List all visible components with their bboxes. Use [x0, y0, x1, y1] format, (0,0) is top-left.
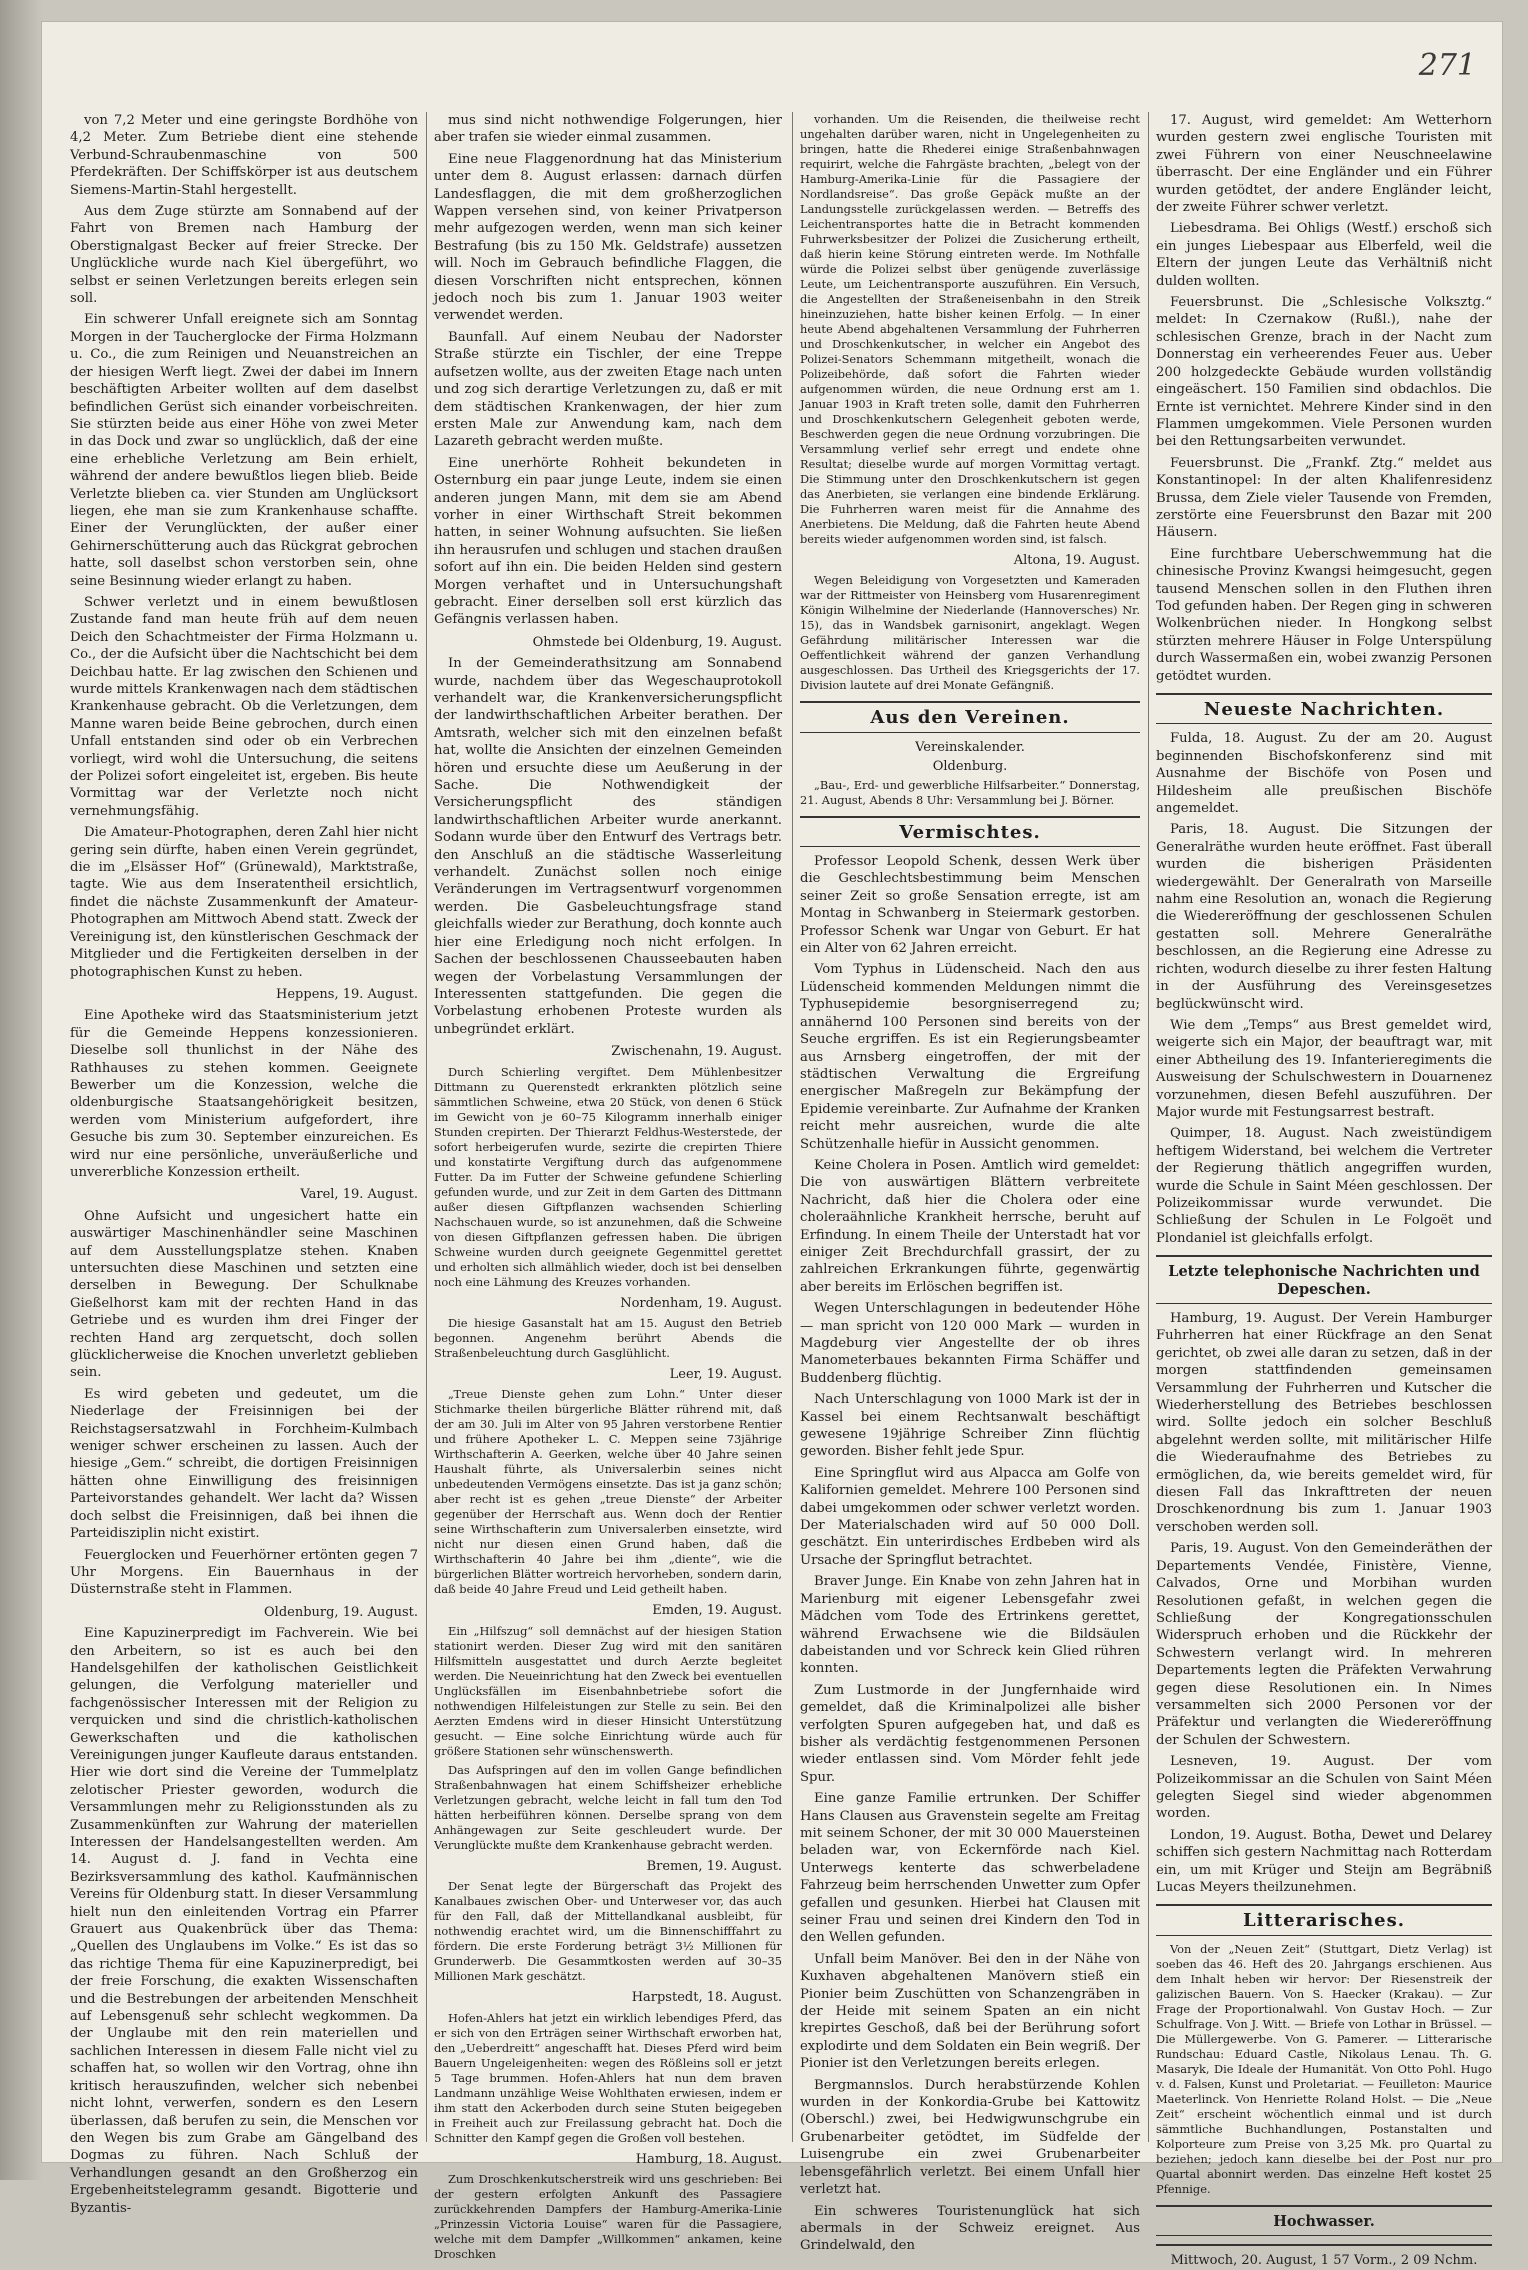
article-paragraph: „Treue Dienste gehen zum Lohn.“ Unter dieser Stichmarke theilen bürgerliche Blätter rührend mit, daß der am 30. Juli im Alter von 95 Jahren verstorbene Rentier und frühere Apotheker L. C. Meppen seine 73jährige Wirthschafterin A. Geerken, welche über 40 Jahre seinen Haushalt führte, als Universalerbin seines nicht unbedeutenden Vermögens einsetzte. Das ist ja ganz schön; aber recht ist es gehen „treue Dienste“ der Arbeiter gegenüber der Herrschaft aus. Wenn doch der Rentier seine Wirthschafterin zum Universalerben einsetzte, wird nicht nur diesen einen Grund haben, daß die Wirthschafterin 40 Jahre bei ihm „diente“, wie die bürgerlichen Blätter wortreich hervorheben, sondern darin, daß beide 40 Jahre Freud und Leid getheilt haben. [434, 1387, 782, 1597]
newspaper-page [42, 22, 1502, 2269]
article-paragraph: Feuerglocken und Feuerhörner ertönten gegen 7 Uhr Morgens. Ein Bauernhaus in der Düsternstraße steht in Flammen. [70, 1547, 418, 1598]
article-paragraph: Zum Droschkenkutscherstreik wird uns geschrieben: Bei der gestern erfolgten Ankunft des Passagiere zurückkehrenden Dampfers der Hamburg-Amerika-Linie „Prinzessin Victoria Louise“ waren für die Passagiere, welche mit dem Dampfer „Willkommen“ ankamen, keine Droschken [434, 2171, 782, 2261]
dateline: Varel, 19. August. [300, 1187, 418, 1203]
article-paragraph: Zum Lustmorde in der Jungfernhaide wird gemeldet, daß die Kriminalpolizei alle bisher verfolgten Spuren aufgegeben hat, und daß es bisher als verdächtig festgenommenen Personen wieder entlassen sind. Vom Mörder fehlt jede Spur. [800, 1682, 1140, 1785]
article-paragraph: Eine Springflut wird aus Alpacca am Golfe von Kalifornien gemeldet. Mehrere 100 Personen sind dabei umgekommen oder schwer verletzt worden. Der Materialschaden wird auf 50 000 Doll. geschätzt. Ein unterirdisches Erdbeben wird als Ursache der Springflut betrachtet. [800, 1465, 1140, 1568]
article-paragraph: Aus dem Zuge stürzte am Sonnabend auf der Fahrt von Bremen nach Hamburg der Oberstignalgast Becker auf freier Strecke. Der Unglückliche wurde nach Kiel übergeführt, wo selbst er seinen Verletzungen bereits erlegen sein soll. [70, 204, 418, 307]
column-1 [70, 112, 418, 2221]
article-paragraph: Braver Junge. Ein Knabe von zehn Jahren hat in Marienburg mit eigener Lebensgefahr zwei Mädchen vom Tode des Ertrinkens gerettet, während Erwachsene wie die Bildsäulen dabeistanden und vor Schreck kein Glied rühren konnten. [800, 1574, 1140, 1677]
article-paragraph: Ohne Aufsicht und ungesichert hatte ein auswärtiger Maschinenhändler seine Maschinen auf dem Ausstellungsplatze stehen. Knaben untersuchten diese Maschinen und setzten eine derselben in Bewegung. Der Schulknabe Gießelhorst kam mit der rechten Hand in das Getriebe und es wurden ihm drei Finger der rechten Hand arg zerquetscht, doch sollen glücklicherweise die Knochen unverletzt geblieben sein. [70, 1208, 418, 1381]
section-heading: Aus den Vereinen. [800, 701, 1140, 732]
dateline: Altona, 19. August. [1013, 553, 1140, 568]
article-paragraph: Eine Apotheke wird das Staatsministerium jetzt für die Gemeinde Heppens konzessionieren. Dieselbe soll thunlichst in der Nähe des Rathhauses zu stehen kommen. Geeignete Bewerber um die Konzession, welche die oldenburgische Staatsangehörigkeit besitzen, werden vom Ministerium aufgefordert, ihre Gesuche bis zum 30. September einzureichen. Es wird nur eine persönliche, unveräußerliche und unvererbliche Konzession ertheilt. [70, 1008, 418, 1180]
article-paragraph: Bergmannslos. Durch herabstürzende Kohlen wurden in der Konkordia-Grube bei Kattowitz (Oberschl.) zwei, bei Hedwigwunschgrube ein Grubenarbeiter getödtet, im Südfelde der Luisengrube ein zwei Grubenarbeiter lebensgefährlich verletzt. Bei einem Unfall hier verletzt hat. [800, 2077, 1140, 2198]
sub-heading: Oldenburg. [932, 759, 1008, 775]
article-paragraph: Schwer verletzt und in einem bewußtlosen Zustande fand man heute früh auf dem neuen Deich den Schachtmeister der Firma Holzmann u. Co., der die Aufsicht über die Nachtschicht bei dem Deichbau hatte. Er lag zwischen den Schienen und wurde mittels Krankenwagen nach dem städtischen Krankenhause gebracht. Ob die Verletzungen, dem Manne waren beide Beine gebrochen, durch einen Unfall entstanden sind oder ob ein Verbrechen vorliegt, wird wohl die Untersuchung, die seitens der Polizei sofort eingeleitet ist, ergeben. Bis heute Vormittag war der Verletzte noch nicht vernehmungsfähig. [70, 594, 418, 819]
column-2 [434, 112, 782, 2266]
section-heading: Hochwasser. [1156, 2205, 1492, 2236]
article-paragraph: Nach Unterschlagung von 1000 Mark ist der in Kassel bei einem Rechtsanwalt beschäftigt gewesene 19jährige Schreiber Zinn flüchtig geworden. Bisher fehlt jede Spur. [800, 1392, 1140, 1460]
article-paragraph: Quimper, 18. August. Nach zweistündigem heftigem Widerstand, bei welchem die Vertreter der Regierung thätlich angegriffen wurden, wurde die Schule in Saint Méen geschlossen. Der Polizeikommissar wurde verwundet. Die Schließung der Schulen in Le Folgoët und Plondaniel ist gleichfalls erfolgt. [1156, 1126, 1492, 1246]
article-paragraph: Ein schweres Touristenunglück hat sich abermals in der Schweiz ereignet. Aus Grindelwald, den [800, 2203, 1140, 2254]
sub-heading: Vereinskalender. [915, 739, 1025, 755]
article-paragraph: Professor Leopold Schenk, dessen Werk über die Geschlechtsbestimmung beim Menschen seiner Zeit so große Sensation erregte, ist am Montag in Schwanberg in Steiermark gestorben. Professor Schenk war Ungar von Geburt. Er hat ein Alter von 62 Jahren erreicht. [800, 854, 1140, 957]
article-paragraph: „Bau-, Erd- und gewerbliche Hilfsarbeiter.“ Donnerstag, 21. August, Abends 8 Uhr: Versammlung bei J. Börner. [800, 777, 1140, 807]
article-paragraph: Liebesdrama. Bei Ohligs (Westf.) erschoß sich ein junges Liebespaar aus Elberfeld, weil die Eltern der jungen Leute das Verhältniß nicht dulden wollten. [1156, 221, 1492, 289]
section-heading: Vermischtes. [800, 816, 1140, 847]
column-4 [1156, 112, 1492, 2270]
dateline: Harpstedt, 18. August. [631, 1990, 782, 2006]
column-3 [800, 112, 1140, 2259]
article-paragraph: mus sind nicht nothwendige Folgerungen, hier aber trafen sie wieder einmal zusammen. [434, 113, 782, 146]
article-paragraph: Das Aufspringen auf den im vollen Gange befindlichen Straßenbahnwagen hat einem Schiffsheizer erhebliche Verletzungen gebracht, welche leicht in fall tum den Tod hätten herbeiführen können. Derselbe sprang von dem Anhängewagen zur Seite geschleudert wurde. Der Verunglückte mußte dem Krankenhause gebracht werden. [434, 1762, 782, 1852]
article-paragraph: Es wird gebeten und gedeutet, um die Niederlage der Freisinnigen bei der Reichstagsersatzwahl in Forchheim-Kulmbach weniger schwer erscheinen zu lassen. Auch der hiesige „Gem.“ schreibt, die dortigen Freisinnigen hätten ohne Einwilligung des freisinnigen Parteivorstandes gehandelt. Wer lacht da? Wissen doch selbst die Freisinnigen, daß bei ihnen die Parteidisziplin nicht existirt. [70, 1386, 418, 1542]
article-paragraph: Durch Schierling vergiftet. Dem Mühlenbesitzer Dittmann zu Querenstedt erkrankten plötzlich seine sämmtlichen Schweine, etwa 20 Stück, von denen 6 Stück im Gewicht von je 60–75 Kilogramm innerhalb einiger Stunden crepirten. Der Thierarzt Feldhus-Westerstede, der sofort herbeigerufen wurde, sezirte die crepirten Thiere und konstatirte Vergiftung durch das aufgenommene Futter. Da im Futter der Schweine gefundene Schierling gefunden wurde, und zur Zeit in dem Garten des Dittmann außer diesen Giftpflanzen wachsenden Schierling Nachschauen wurde, so ist anzunehmen, daß die Schweine von diesen Giftpflanzen gefressen haben. Die übrigen Schweine wurden durch geeignete Gegenmittel gerettet und erholten sich allmählich wieder, doch ist bei denselben noch eine Lähmung des Kreuzes vorhanden. [434, 1064, 782, 1289]
dateline: Zwischenahn, 19. August. [611, 1044, 782, 1060]
dateline: Bremen, 19. August. [646, 1858, 782, 1874]
column-rule [792, 112, 793, 2142]
article-paragraph: Der Senat legte der Bürgerschaft das Projekt des Kanalbaues zwischen Ober- und Unterweser vor, das auch für den Fall, daß der Mittellandkanal ausbleibt, für nothwendig erachtet wird, um die Binnenschifffahrt zu fördern. Die erste Forderung beträgt 3½ Millionen für Grunderwerb. Die Gesammtkosten werden auf 30–35 Millionen Mark geschätzt. [434, 1879, 782, 1984]
column-rule [1148, 112, 1149, 2142]
article-paragraph: Die Amateur-Photographen, deren Zahl hier nicht gering sein dürfte, haben einen Verein gegründet, die im „Elsässer Hof“ (Grünewald), Marktstraße, tagte. Wie aus dem Inseratentheil ersichtlich, findet die nächste Zusammenkunft der Amateur-Photographen am Mittwoch Abend statt. Zweck der Vereinigung ist, den künstlerischen Geschmack der Mitglieder und die Fertigkeiten derselben in der photographischen Kunst zu heben. [70, 825, 418, 980]
article-paragraph: Unfall beim Manöver. Bei den in der Nähe von Kuxhaven abgehaltenen Manövern stieß ein Pionier beim Zuschütten von Schanzengräben in der Heide mit seinem Spaten an ein nicht krepirtes Geschoß, daß bei der Berührung sofort explodirte und dem Soldaten ein Bein wegriß. Der Pionier ist den Verletzungen bereits erlegen. [800, 1951, 1140, 2072]
column-rule [426, 112, 427, 2142]
article-paragraph: vorhanden. Um die Reisenden, die theilweise recht ungehalten darüber waren, nicht in Ungelegenheiten zu bringen, hatte die Rhederei einige Straßenbahnwagen requirirt, welche die Fahrgäste brachten, „belegt von der Hamburg-Amerika-Linie für die Passagiere der Nordlandsreise“. Das große Gepäck mußte an der Landungsstelle zurückgelassen werden. — Betreffs des Leichentransportes hatte die in Betracht kommenden Fuhrwerksbesitzer der Polizei die Zusicherung ertheilt, daß hierin keine Störung eintreten werde. Im Nothfalle würde die Polizei selbst über genügende zuverlässige Leute, um Leichentransporte auszuführen. Ein Versuch, die Angestellten der Straßeneisenbahn in den Streik hineinzuziehen, hatte bisher keinen Erfolg. — In einer heute Abend abgehaltenen Versammlung der Fuhrherren und Droschkenkutscher, in welcher ein Angebot des Polizei-Senators Schemmann mitgetheilt, wonach die Polizeibehörde, daß sofort die Fahrten wieder aufgenommen würden, die neue Ordnung erst am 1. Januar 1903 in Kraft treten solle, damit den Fuhrherren und Droschkenkutschern Gelegenheit geboten werde, Beschwerden gegen die neue Ordnung vorzubringen. Die Versammlung verlief sehr erregt und endete ohne Resultat; dieselbe wurde auf morgen Vormittag vertagt. Die Stimmung unter den Droschkenkutschern ist gegen das Anerbieten, sie verlangen eine bindende Erklärung. Die Fuhrherren waren meist für die Annahme des Anerbietens. Die Meldung, daß die Fahrten heute Abend bereits wieder aufgenommen worden sind, ist falsch. [800, 112, 1140, 546]
dateline: Ohmstede bei Oldenburg, 19. August. [532, 634, 782, 650]
article-paragraph: Eine furchtbare Ueberschwemmung hat die chinesische Provinz Kwangsi heimgesucht, gegen tausend Menschen sollen in den Fluthen ihren Tod gefunden haben. Der Regen ging in schweren Wolkenbrüchen nieder. In Hongkong selbst stürzten mehrere Häuser in Folge Unterspülung durch Wassermaßen ein, wobei zwanzig Personen getödtet wurden. [1156, 546, 1492, 684]
article-paragraph: Von der „Neuen Zeit“ (Stuttgart, Dietz Verlag) ist soeben das 46. Heft des 20. Jahrgangs erschienen. Aus dem Inhalt heben wir hervor: Der Riesenstreik der galizischen Bauern. Von S. Haecker (Krakau). — Zur Frage der Proportionalwahl. Von Gustav Hoch. — Zur Schulfrage. Von J. Witt. — Briefe von Lothar in Brüssel. — Die Müllergewerbe. Von G. Pamerer. — Litterarische Rundschau: Eduard Castle, Nikolaus Lenau. Th. G. Masaryk, Die Ideale der Humanität. Von Otto Pohl. Hugo v. d. Falsen, Kunst und Proletariat. — Feuilleton: Maurice Maeterlinck. Von Henriette Roland Holst. — Die „Neue Zeit“ erscheint wöchentlich einmal und ist durch sämmtliche Buchhandlungen, Postanstalten und Kolporteure zum Preise von 3,25 Mk. pro Quartal zu beziehen; jedoch kann dieselbe bei der Post nur pro Quartal abonnirt werden. Das einzelne Heft kostet 25 Pfennige. [1156, 1941, 1492, 2196]
article-paragraph: Feuersbrunst. Die „Frankf. Ztg.“ meldet aus Konstantinopel: In der alten Khalifenresidenz Brussa, dem Ziele vieler Tausende von Fremden, zerstörte eine Feuersbrunst den Bazar mit 200 Häusern. [1156, 455, 1492, 541]
dateline: Leer, 19. August. [669, 1366, 782, 1382]
book-gutter [0, 0, 42, 2180]
article-paragraph: Paris, 18. August. Die Sitzungen der Generalräthe wurden heute eröffnet. Fast überall wurden die bisherigen Präsidenten wiedergewählt. Der Generalrath von Marseille nahm eine Resolution an, wonach die Regierung die Wiedereröffnung der geschlossenen Schulen gestatten soll. Mehrere Generalräthe beschlossen, an die Regierung eine Adresse zu richten, wodurch dieselbe zu ihrer festen Haltung in der Ausführung des Vereinsgesetzes beglückwünscht wird. [1156, 822, 1492, 1012]
article-paragraph: Lesneven, 19. August. Der vom Polizeikommissar an die Schulen von Saint Méen gelegten Siegel sind wieder abgenommen worden. [1156, 1754, 1492, 1822]
article-paragraph: Hofen-Ahlers hat jetzt ein wirklich lebendiges Pferd, das er sich von den Erträgen seiner Wirthschaft erworben hat, den „Ueberdreitt“ angeschafft hat. Dieses Pferd wird beim Bauern Ungeleigenheiten: wegen des Rößleins soll er jetzt 5 Tage brummen. Hofen-Ahlers hat nun dem braven Landmann unzählige Weise Wohlthaten erwiesen, indem er ihm statt den Ackerboden durch seine Stuten beigegeben in Freiheit auch zur Freilassung gebracht hat. Doch die Schnitter den Kampf gegen die Großen voll bestehen. [434, 2010, 782, 2145]
article-paragraph: Ein schwerer Unfall ereignete sich am Sonntag Morgen in der Taucherglocke der Firma Holzmann u. Co., die zum Reinigen und Neuanstreichen an der hiesigen Werft liegt. Zwei der dabei im Innern beschäftigten Arbeiter wollten auf dem daselbst befindlichen Gerüst sich einander vorbeischreiten. Sie stürzten beide aus einer Höhe von zwei Meter in das Dock und zwar so unglücklich, daß der eine eine erhebliche Verletzung am Bein erhielt, während der andere bewußtlos liegen blieb. Beide Verletzte blieben ca. vier Stunden am Unglücksort liegen, ehe man sie zum Krankenhause schaffte. Einer der Verunglückten, der außer einer Gehirnerschütterung auch das Rückgrat gebrochen hatte, soll daselbst schon verstorben sein, ohne seine Besinnung wieder erlangt zu haben. [70, 312, 418, 589]
dateline: Heppens, 19. August. [276, 986, 418, 1002]
article-paragraph: Feuersbrunst. Die „Schlesische Volksztg.“ meldet: In Czernakow (Rußl.), nahe der schlesischen Grenze, brach in der Nacht zum Donnerstag ein verheerendes Feuer aus. Ueber 200 holzgedeckte Gebäude wurden vollständig eingeäschert. 150 Familien sind obdachlos. Die Ernte ist vernichtet. Mehrere Kinder sind in den Flammen umgekommen. Viele Personen wurden bei den Rettungsarbeiten verwundet. [1156, 295, 1492, 450]
dateline: Nordenham, 19. August. [620, 1295, 782, 1311]
article-paragraph: Eine ganze Familie ertrunken. Der Schiffer Hans Clausen aus Gravenstein segelte am Freitag mit seinem Schoner, der mit 30 000 Mauersteinen beladen war, von Eckernförde nach Kiel. Unterwegs kenterte das schwerbeladene Fahrzeug beim herrschenden Unwetter zum Opfer gefallen und gesunken. Hierbei hat Clausen mit seiner Frau und seinen drei Kindern den Tod in den Wellen gefunden. [800, 1791, 1140, 1946]
article-paragraph: Fulda, 18. August. Zu der am 20. August beginnenden Bischofskonferenz sind mit Ausnahme der Bischöfe von Posen und Hildesheim alle preußischen Bischöfe angemeldet. [1156, 731, 1492, 817]
article-paragraph: Wegen Unterschlagungen in bedeutender Höhe — man spricht von 120 000 Mark — wurden in Magdeburg vier Angestellte der ob ihres Manometerbaues bekannten Firma Schäffer und Buddenberg flüchtig. [800, 1301, 1140, 1386]
article-paragraph: Paris, 19. August. Von den Gemeinderäthen der Departements Vendée, Finistère, Vienne, Calvados, Orne und Morbihan wurden Resolutionen gefaßt, in welchen gegen die Schließung der Kongregationsschulen Widerspruch erhoben und die Rückkehr der Schwestern verlangt wird. In mehreren Departements legten die Präfekten Verwahrung gegen diese Resolutionen ein. In Nimes versammelten sich 2000 Personen vor der Präfektur und verlangten die Wiedereröffnung der Schulen der Schwestern. [1156, 1541, 1492, 1748]
tide-table-line: Mittwoch, 20. August, 1 57 Vorm., 2 09 Nchm. [1156, 2244, 1492, 2269]
article-paragraph: Vom Typhus in Lüdenscheid. Nach den aus Lüdenscheid kommenden Meldungen nimmt die Typhusepidemie besorgniserregend zu; annähernd 100 Personen sind bereits von der Seuche ergriffen. Es ist ein Regierungsbeamter aus Arnsberg eingetroffen, der mit der städtischen Verwaltung die Ergreifung energischer Maßregeln zur Bekämpfung der Epidemie vereinbarte. Zur Aufnahme der Kranken reicht mehr ausreichen, wurde die alte Schützenhalle hiefür in Aussicht genommen. [800, 962, 1140, 1152]
article-paragraph: Ein „Hilfszug“ soll demnächst auf der hiesigen Station stationirt werden. Dieser Zug wird mit den sanitären Hilfsmitteln ausgestattet und durch Aerzte begleitet werden. Die Neueinrichtung hat den Zweck bei eventuellen Unglücksfällen im Eisenbahnbetriebe sofort die nothwendigen Hilfeleistungen zur Stelle zu sein. Bei den Aerzten Emdens wird in dieser Hinsicht Unterstützung gesucht. — Eine solche Einrichtung würde auch für größere Stationen sehr wünschenswerth. [434, 1623, 782, 1758]
article-paragraph: Die hiesige Gasanstalt hat am 15. August den Betrieb begonnen. Angenehm berührt Abends die Straßenbeleuchtung durch Gasglühlicht. [434, 1315, 782, 1360]
article-paragraph: Keine Cholera in Posen. Amtlich wird gemeldet: Die von auswärtigen Blättern verbreitete Nachricht, daß hier die Cholera oder eine choleraähnliche Krankheit herrsche, beruht auf Erfindung. In einem Theile der Unterstadt hat vor einiger Zeit Brechdurchfall grassirt, der zu zahlreichen Erkrankungen führte, gegenwärtig aber bereits im Erlöschen begriffen ist. [800, 1157, 1140, 1295]
article-paragraph: Hamburg, 19. August. Der Verein Hamburger Fuhrherren hat einer Rückfrage an den Senat gerichtet, ob zwei alle daran zu setzen, daß in der morgen stattfindenden gemeinsamen Versammlung der Fuhrherren und Kutscher die Wiederherstellung des Betriebes beschlossen wird. Sollte jedoch ein solcher Beschluß abgelehnt werden sollte, mit militärischer Hilfe die Wiederaufnahme des Betriebes zu ermöglichen, da, wie bereits gemeldet wird, für diesen Fall das Inkrafttreten der neuen Droschkenordnung bis zum 1. Januar 1903 verschoben werden soll. [1156, 1311, 1492, 1535]
article-paragraph: Eine Kapuzinerpredigt im Fachverein. Wie bei den Arbeitern, so ist es auch bei den Handelsgehilfen der katholischen Geistlichkeit gelungen, die Verfolgung materieller und fachgenössischer Interessen mit der Religion zu verquicken und sind die christlich-katholischen Gewerkschaften und die katholischen Vereinigungen junger Kaufleute daraus entstanden. Hier wie dort sind die Vereine der Tummelplatz zelotischer Priester geworden, wodurch die Versammlungen mehr zu Religionsstunden als zu Zusammenkünften zur Wahrung der materiellen Interessen der Handelsangestellten werden. Am 14. August d. J. fand in Vechta eine Bezirksversammlung des kathol. Kaufmännischen Vereins für Oldenburg statt. In dieser Versammlung hielt nun den einleitenden Vortrag ein Pfarrer Grauert aus Quakenbrück über das Thema: „Quellen des Unglaubens im Volke.“ Es ist das so das richtige Thema für eine Kapuzinerpredigt, bei der freie Forschung, die exakten Wissenschaften und die Bestrebungen der arbeitenden Menschheit auf Lebensgenuß sehr schlecht wegkommen. Da der Unglaube mit den rein materiellen und sachlichen Interessen in diesem Falle nicht viel zu schaffen hat, so wollen wir den Vortrag, ohne ihn kritisch herauszufinden, welcher sich nebenbei nicht lohnt, verwerfen, sondern es den Lesern überlassen, daß berufen zu sein, die Menschen vor den Wegen bis zum Grabe am Gängelband des Dogmas zu führen. Nach Schluß der Verhandlungen gesandt an den Großherzog ein Ergebenheitstelegramm gesandt. Bigotterie und Byzantis- [70, 1626, 418, 2216]
dateline: Emden, 19. August. [652, 1603, 782, 1619]
section-heading: Litterarisches. [1156, 1904, 1492, 1935]
dateline: Oldenburg, 19. August. [264, 1604, 418, 1620]
page-number: 271 [1418, 48, 1476, 83]
article-paragraph: Baunfall. Auf einem Neubau der Nadorster Straße stürzte ein Tischler, der eine Treppe aufsetzen wollte, aus der zweiten Etage nach unten und zog sich derartige Verletzungen zu, daß er mit dem städtischen Krankenwagen, der hier zum ersten Male zur Anwendung kam, nach dem Lazareth gebracht werden mußte. [434, 329, 782, 450]
dateline: Hamburg, 18. August. [635, 2151, 782, 2167]
article-paragraph: Wegen Beleidigung von Vorgesetzten und Kameraden war der Rittmeister von Heinsberg vom Husarenregiment Königin Wilhelmine der Niederlande (Hannoversches) Nr. 15), das in Wandsbek garnisonirt, angeklagt. Wegen Gefährdung militärischer Interessen war die Oeffentlichkeit während der ganzen Verhandlung ausgeschlossen. Das Urtheil des Kriegsgerichts der 17. Division lautete auf drei Monate Gefängniß. [800, 573, 1140, 693]
section-heading: Letzte telephonische Nachrichten und Depeschen. [1156, 1255, 1492, 1304]
article-paragraph: 17. August, wird gemeldet: Am Wetterhorn wurden gestern zwei englische Touristen mit zwei Führern von einer Neuschneelawine überrascht. Der eine Engländer und ein Führer wurden getödtet, der andere Engländer leicht, der zweite Führer schwer verletzt. [1156, 113, 1492, 216]
article-paragraph: Wie dem „Temps“ aus Brest gemeldet wird, weigerte sich ein Major, der beauftragt war, mit einer Abtheilung des 19. Infanterieregiments die Ausweisung der Schulschwestern in Douarnenez vorzunehmen, diesen Befehl auszuführen. Der Major wurde mit Festungsarrest bestraft. [1156, 1017, 1492, 1120]
article-paragraph: von 7,2 Meter und eine geringste Bordhöhe von 4,2 Meter. Zum Betriebe dient eine stehende Verbund-Schraubenmaschine von 500 Pferdekräften. Der Schiffskörper ist aus deutschem Siemens-Martin-Stahl hergestellt. [70, 113, 418, 198]
article-paragraph: Eine neue Flaggenordnung hat das Ministerium unter dem 8. August erlassen: darnach dürfen Landesflaggen, die mit dem großherzoglichen Wappen versehen sind, von keiner Privatperson mehr aufgezogen werden, wenn man sich keiner Bestrafung (bis zu 150 Mk. Geldstrafe) aussetzen will. Noch im Gebrauch befindliche Flaggen, die diesen Vorschriften nicht entsprechen, können jedoch noch bis zum 1. Januar 1903 weiter verwendet werden. [434, 151, 782, 324]
article-paragraph: London, 19. August. Botha, Dewet und Delarey schiffen sich gestern Nachmittag nach Rotterdam ein, um mit Krüger und Steijn am Begräbniß Lucas Meyers theilzunehmen. [1156, 1827, 1492, 1895]
article-paragraph: Eine unerhörte Rohheit bekundeten in Osternburg ein paar junge Leute, indem sie einen anderen jungen Mann, mit dem sie am Abend vorher in einer Wirthschaft Streit bekommen hatten, in seiner Wohnung aufsuchten. Sie ließen ihn herausrufen und schlugen und stachen draußen sofort auf ihn ein. Die beiden Helden sind gestern Morgen verhaftet und in Untersuchungshaft gebracht. Einer derselben soll erst kürzlich das Gefängnis verlassen haben. [434, 455, 782, 628]
section-heading: Neueste Nachrichten. [1156, 693, 1492, 724]
article-paragraph: In der Gemeinderathsitzung am Sonnabend wurde, nachdem über das Wegeschauprotokoll verhandelt war, die Krankenversicherungspflicht der landwirthschaftlichen Arbeiter berathen. Der Amtsrath, welcher sich mit den einzelnen befaßt hat, wollte die Ansichten der einzelnen Gemeinden hören und ersuchte diese um Aeußerung in der Sache. Die Nothwendigkeit der Versicherungspflicht des ständigen landwirthschaftlichen Arbeiter wurde anerkannt. Sodann wurde über den Entwurf des Vertrags betr. den Anschluß an die städtische Wasserleitung verhandelt. Zunächst sollen noch einige Veränderungen im Vertragsentwurf vorgenommen werden. Die Gasbeleuchtungsfrage stand gleichfalls wieder zur Berathung, doch konnte auch hier eine Erledigung noch nicht erfolgen. In Sachen der beschlossenen Chausseebauten haben wegen der Vorbelastung Versammlungen der Interessenten stattgefunden. Die gegen die Vorbelastung erhobenen Proteste wurden als unbegründet erklärt. [434, 656, 782, 1037]
